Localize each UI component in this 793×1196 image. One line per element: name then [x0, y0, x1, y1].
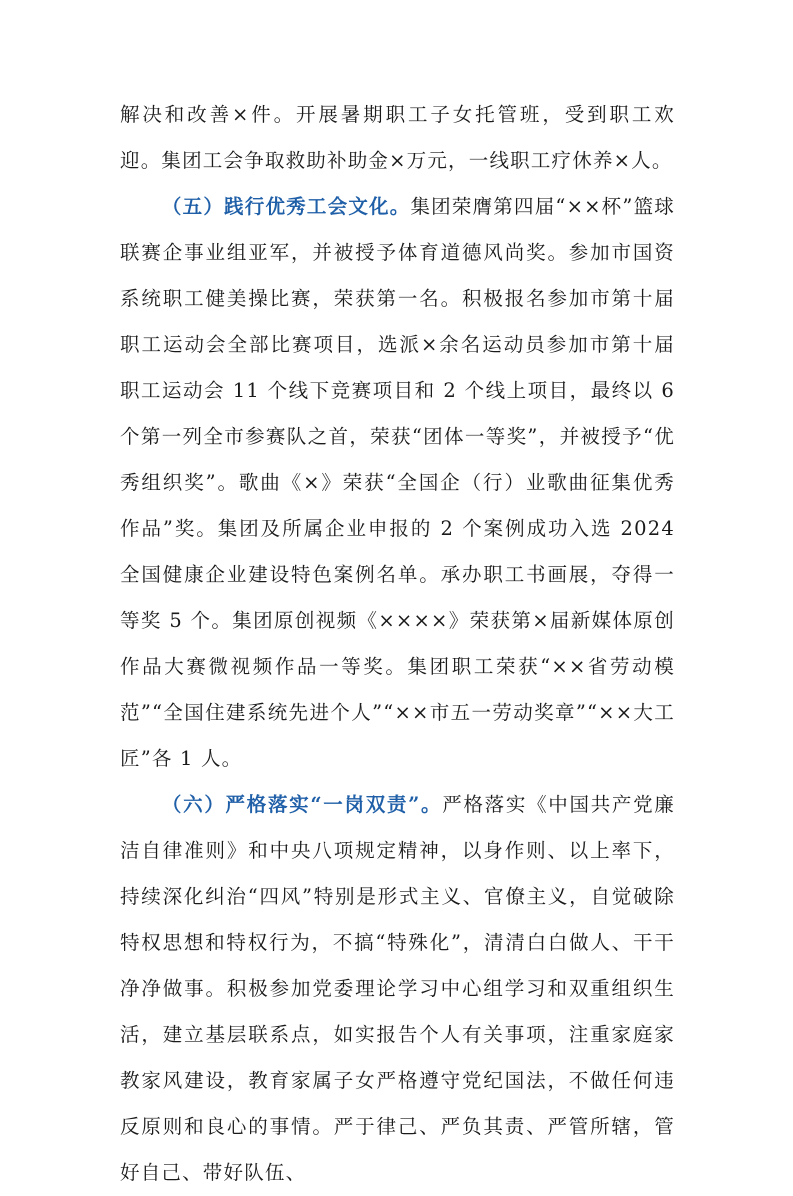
paragraph-continuation [120, 92, 675, 184]
paragraph-union-culture [120, 184, 675, 782]
section-heading-5: （五）践行优秀工会文化。 [161, 195, 411, 218]
paragraph-text: 集团荣膺第四届“××杯”篮球联赛企事业组亚军，并被授予体育道德风尚奖。参加市国资系统职工健美操比赛，荣获第一名。积极报名参加市第十届职工运动会全部比赛项目，选派×余名运动员参加市第十届职工运动会 11 个线下竞赛项目和 2 个线上项目，最终以 6 个第一列全市参赛队之首，荣获“团体一等奖”，并被授予“优秀组织奖”。歌曲《×》荣获“全国企（行）业歌曲征集优秀作品”奖。集团及所属企业申报的 2 个案例成功入选 2024 全国健康企业建设特色案例名单。承办职工书画展，夺得一等奖 5 个。集团原创视频《××××》荣获第×届新媒体原创作品大赛微视频作品一等奖。集团职工荣获“××省劳动模范”“全国住建系统先进个人”“××市五一劳动奖章”“××大工匠”各 1 人。 [120, 195, 675, 770]
document-body [120, 92, 675, 1196]
paragraph-text: 严格落实《中国共产党廉洁自律准则》和中央八项规定精神，以身作则、以上率下，持续深化纠治“四风”特别是形式主义、官僚主义，自觉破除特权思想和特权行为，不搞“特殊化”，清清白白做人、干干净净做事。积极参加党委理论学习中心组学习和双重组织生活，建立基层联系点，如实报告个人有关事项，注重家庭家教家风建设，教育家属子女严格遵守党纪国法，不做任何违反原则和良心的事情。严于律己、严负其责、严管所辖，管好自己、带好队伍、 [120, 793, 676, 1184]
section-heading-6: （六）严格落实“一岗双责”。 [161, 793, 443, 816]
paragraph-dual-responsibility [120, 782, 675, 1196]
paragraph-text: 解决和改善×件。开展暑期职工子女托管班，受到职工欢迎。集团工会争取救助补助金×万元，一线职工疗休养×人。 [120, 103, 675, 172]
